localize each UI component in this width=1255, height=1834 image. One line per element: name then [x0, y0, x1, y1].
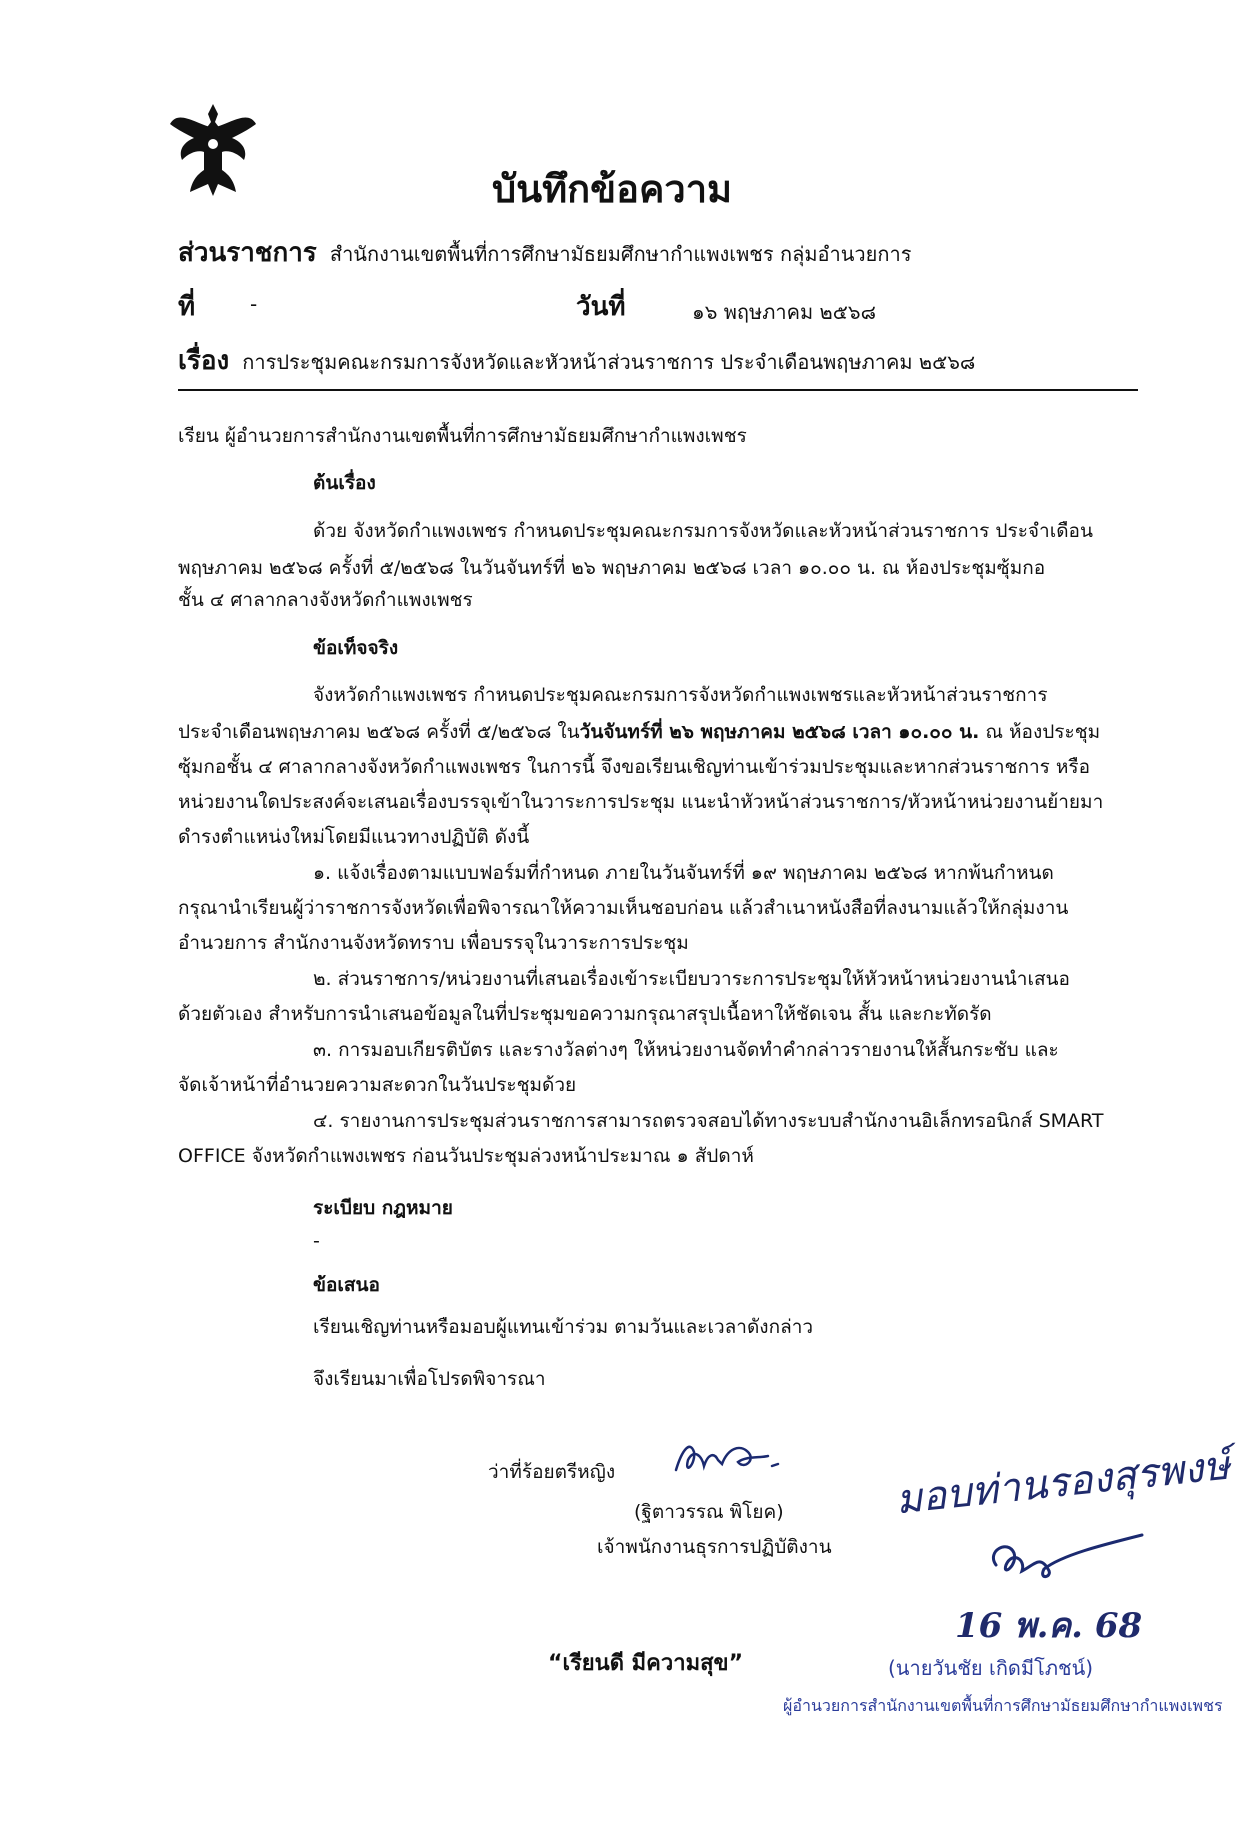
- law-heading: ระเบียบ กฎหมาย: [313, 1197, 453, 1219]
- facts-line: ซุ้มกอชั้น ๔ ศาลากลางจังหวัดกำแพงเพชร ในการนี้ จึงขอเรียนเชิญท่านเข้าร่วมประชุมและหากส่วนราชการ หรือ: [178, 756, 1091, 778]
- item-line: ด้วยตัวเอง สำหรับการนำเสนอข้อมูลในที่ประชุมขอความกรุณาสรุปเนื้อหาให้ชัดเจน สั้น และกะทัดรัด: [178, 1003, 992, 1025]
- garuda-emblem-icon: [168, 100, 258, 200]
- ref-value: -: [250, 292, 258, 316]
- subject-row: [178, 340, 975, 381]
- proposal-heading: ข้อเสนอ: [313, 1274, 380, 1296]
- subject-value: การประชุมคณะกรมการจังหวัดและหัวหน้าส่วนราชการ ประจำเดือนพฤษภาคม ๒๕๖๘: [242, 350, 976, 374]
- background-heading: ต้นเรื่อง: [313, 472, 376, 494]
- ref-label: ที่: [178, 292, 196, 322]
- signer-rank: ว่าที่ร้อยตรีหญิง: [488, 1461, 616, 1483]
- item-line: ๔. รายงานการประชุมส่วนราชการสามารถตรวจสอบได้ทางระบบสำนักงานอิเล็กทรอนิกส์ SMART: [313, 1110, 1104, 1132]
- item-line: อำนวยการ สำนักงานจังหวัดทราบ เพื่อบรรจุในวาระการประชุม: [178, 932, 689, 954]
- law-value: -: [313, 1230, 320, 1252]
- handwritten-date: 16 พ.ค. 68: [955, 1606, 1143, 1646]
- date-label: วันที่: [576, 292, 626, 322]
- agency-label: ส่วนราชการ: [178, 238, 317, 268]
- agency-value: สำนักงานเขตพื้นที่การศึกษามัธยมศึกษากำแพงเพชร กลุ่มอำนวยการ: [329, 242, 912, 266]
- proposal-text: เรียนเชิญท่านหรือมอบผู้แทนเข้าร่วม ตามวันและเวลาดังกล่าว: [313, 1316, 814, 1338]
- item-line: OFFICE จังหวัดกำแพงเพชร ก่อนวันประชุมล่วงหน้าประมาณ ๑ สัปดาห์: [178, 1145, 754, 1167]
- subject-label: เรื่อง: [178, 346, 230, 376]
- facts-emphasis: วันจันทร์ที่ ๒๖ พฤษภาคม ๒๕๖๘ เวลา ๑๐.๐๐ น.: [579, 721, 980, 743]
- background-line: ชั้น ๔ ศาลากลางจังหวัดกำแพงเพชร: [178, 589, 473, 611]
- item-line: ๑. แจ้งเรื่องตามแบบฟอร์มที่กำหนด ภายในวันจันทร์ที่ ๑๙ พฤษภาคม ๒๕๖๘ หากพ้นกำหนด: [313, 862, 1054, 884]
- agency-row: [178, 232, 911, 273]
- item-line: กรุณานำเรียนผู้ว่าราชการจังหวัดเพื่อพิจารณาให้ความเห็นชอบก่อน แล้วสำเนาหนังสือที่ลงนามแล้วให้กลุ่มงาน: [178, 897, 1069, 919]
- signer-position: เจ้าพนักงานธุรการปฏิบัติงาน: [597, 1536, 832, 1558]
- slogan: “เรียนดี มีความสุข”: [548, 1651, 744, 1676]
- facts-line: จังหวัดกำแพงเพชร กำหนดประชุมคณะกรมการจังหวัดกำแพงเพชรและหัวหน้าส่วนราชการ: [313, 684, 1048, 706]
- header-divider: [178, 389, 1138, 391]
- salutation: เรียน ผู้อำนวยการสำนักงานเขตพื้นที่การศึกษามัธยมศึกษากำแพงเพชร: [178, 425, 747, 447]
- facts-line: หน่วยงานใดประสงค์จะเสนอเรื่องบรรจุเข้าในวาระการประชุม แนะนำหัวหน้าส่วนราชการ/หัวหน้าหน่วยงานย้ายมา: [178, 791, 1104, 813]
- item-line: ๓. การมอบเกียรติบัตร และรางวัลต่างๆ ให้หน่วยงานจัดทำคำกล่าวรายงานให้สั้นกระชับ และ: [313, 1039, 1059, 1061]
- facts-line: [178, 717, 1100, 747]
- facts-text: ณ ห้องประชุม: [979, 721, 1101, 743]
- signer-name: (ฐิตาวรรณ พิโยค): [634, 1501, 784, 1523]
- stamp-position: ผู้อำนวยการสำนักงานเขตพื้นที่การศึกษามัธยมศึกษากำแพงเพชร: [783, 1696, 1223, 1715]
- director-signature-icon: [982, 1525, 1152, 1605]
- date-value: ๑๖ พฤษภาคม ๒๕๖๘: [692, 300, 877, 324]
- background-line: พฤษภาคม ๒๕๖๘ ครั้งที่ ๕/๒๕๖๘ ในวันจันทร์ที่ ๒๖ พฤษภาคม ๒๕๖๘ เวลา ๑๐.๐๐ น. ณ ห้องประชุมซุ้มกอ: [178, 557, 1046, 579]
- item-line: จัดเจ้าหน้าที่อำนวยความสะดวกในวันประชุมด้วย: [178, 1074, 577, 1096]
- background-line: ด้วย จังหวัดกำแพงเพชร กำหนดประชุมคณะกรมการจังหวัดและหัวหน้าส่วนราชการ ประจำเดือน: [313, 520, 1093, 542]
- handwritten-signature-icon: [668, 1430, 798, 1490]
- stamp-name: (นายวันชัย เกิดมีโภชน์): [888, 1656, 1094, 1680]
- handwritten-order: มอบท่านรองสุรพงษ์: [893, 1442, 1232, 1524]
- facts-heading: ข้อเท็จจริง: [313, 637, 399, 659]
- facts-line: ดำรงตำแหน่งใหม่โดยมีแนวทางปฏิบัติ ดังนี้: [178, 826, 530, 848]
- closing-text: จึงเรียนมาเพื่อโปรดพิจารณา: [313, 1368, 546, 1390]
- document-title: บันทึกข้อความ: [492, 167, 733, 211]
- facts-text: ประจำเดือนพฤษภาคม ๒๕๖๘ ครั้งที่ ๕/๒๕๖๘ ใน: [178, 721, 580, 743]
- item-line: ๒. ส่วนราชการ/หน่วยงานที่เสนอเรื่องเข้าระเบียบวาระการประชุมให้หัวหน้าหน่วยงานนำเสนอ: [313, 968, 1070, 990]
